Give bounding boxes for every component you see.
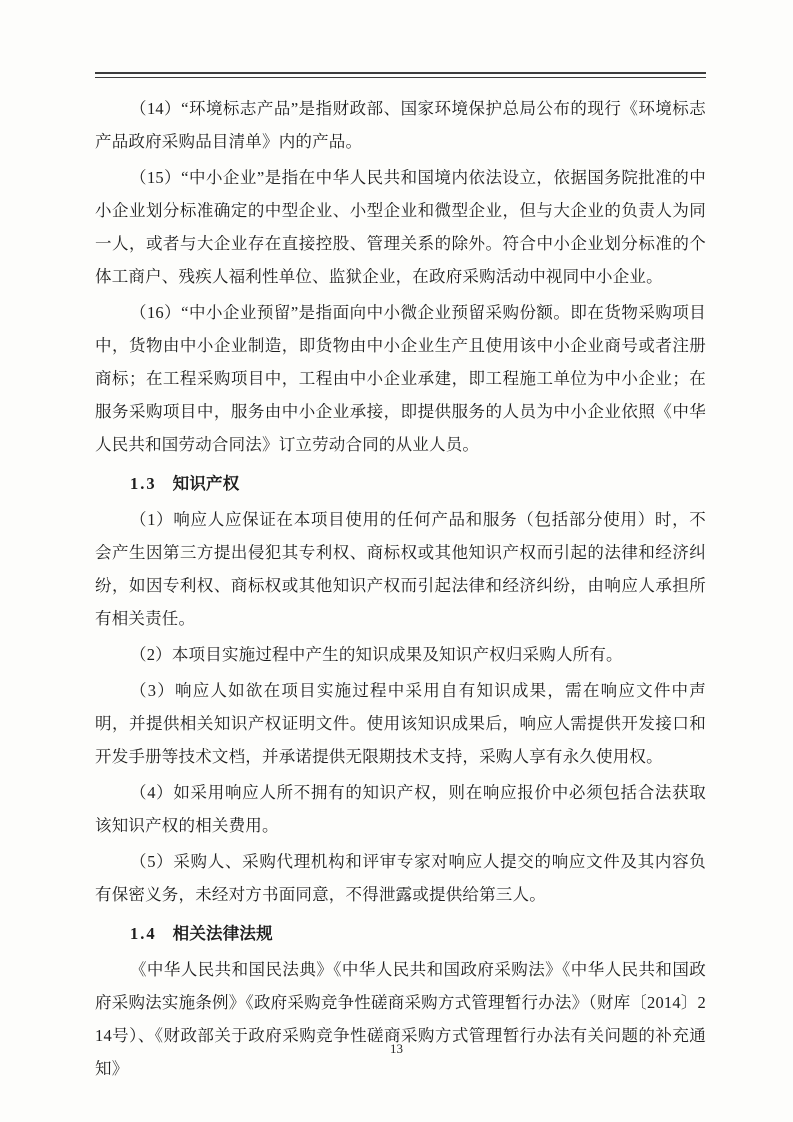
- section-title: 相关法律法规: [172, 924, 273, 943]
- document-content: [95, 92, 706, 1088]
- paragraph-ip-3: （3）响应人如欲在项目实施过程中采用自有知识成果，需在响应文件中声明，并提供相关知识产权证明文件。使用该知识成果后，响应人需提供开发接口和开发手册等技术文档，并承诺提供无限期技术支持，采购人享有永久使用权。: [95, 681, 706, 766]
- section-number: 1.4: [130, 924, 157, 943]
- paragraph-ip-4: （4）如采用响应人所不拥有的知识产权，则在响应报价中必须包括合法获取该知识产权的相关费用。: [95, 783, 706, 835]
- section-heading-1-3: [95, 467, 706, 500]
- section-title: 知识产权: [172, 474, 240, 493]
- section-heading-1-4: [95, 917, 706, 950]
- paragraph-laws: 《中华人民共和国民法典》《中华人民共和国政府采购法》《中华人民共和国政府采购法实施条例》《政府采购竞争性磋商采购方式管理暂行办法》（财库〔2014〕214号）、《财政部关于政府采购竞争性磋商采购方式管理暂行办法有关问题的补充通知》: [95, 960, 706, 1078]
- paragraph-definition-14: （14）“环境标志产品”是指财政部、国家环境保护总局公布的现行《环境标志产品政府采购品目清单》内的产品。: [95, 99, 706, 151]
- section-number: 1.3: [130, 474, 157, 493]
- paragraph-ip-5: （5）采购人、采购代理机构和评审专家对响应人提交的响应文件及其内容负有保密义务，未经对方书面同意，不得泄露或提供给第三人。: [95, 852, 706, 904]
- paragraph-definition-15: （15）“中小企业”是指在中华人民共和国境内依法设立，依据国务院批准的中小企业划分标准确定的中型企业、小型企业和微型企业，但与大企业的负责人为同一人，或者与大企业存在直接控股、管理关系的除外。符合中小企业划分标准的个体工商户、残疾人福利性单位、监狱企业，在政府采购活动中视同中小企业。: [95, 168, 706, 286]
- header-double-rule: [95, 72, 706, 78]
- paragraph-ip-2: （2）本项目实施过程中产生的知识成果及知识产权归采购人所有。: [130, 645, 623, 664]
- page-number: 13: [390, 1041, 403, 1056]
- paragraph-definition-16: （16）“中小企业预留”是指面向中小微企业预留采购份额。即在货物采购项目中，货物由中小企业制造，即货物由中小企业生产且使用该中小企业商号或者注册商标；在工程采购项目中，工程由中小企业承建，即工程施工单位为中小企业；在服务采购项目中，服务由中小企业承接，即提供服务的人员为中小企业依照《中华人民共和国劳动合同法》订立劳动合同的从业人员。: [95, 303, 706, 454]
- paragraph-ip-1: （1）响应人应保证在本项目使用的任何产品和服务（包括部分使用）时，不会产生因第三方提出侵犯其专利权、商标权或其他知识产权而引起的法律和经济纠纷，如因专利权、商标权或其他知识产权而引起法律和经济纠纷，由响应人承担所有相关责任。: [95, 510, 706, 628]
